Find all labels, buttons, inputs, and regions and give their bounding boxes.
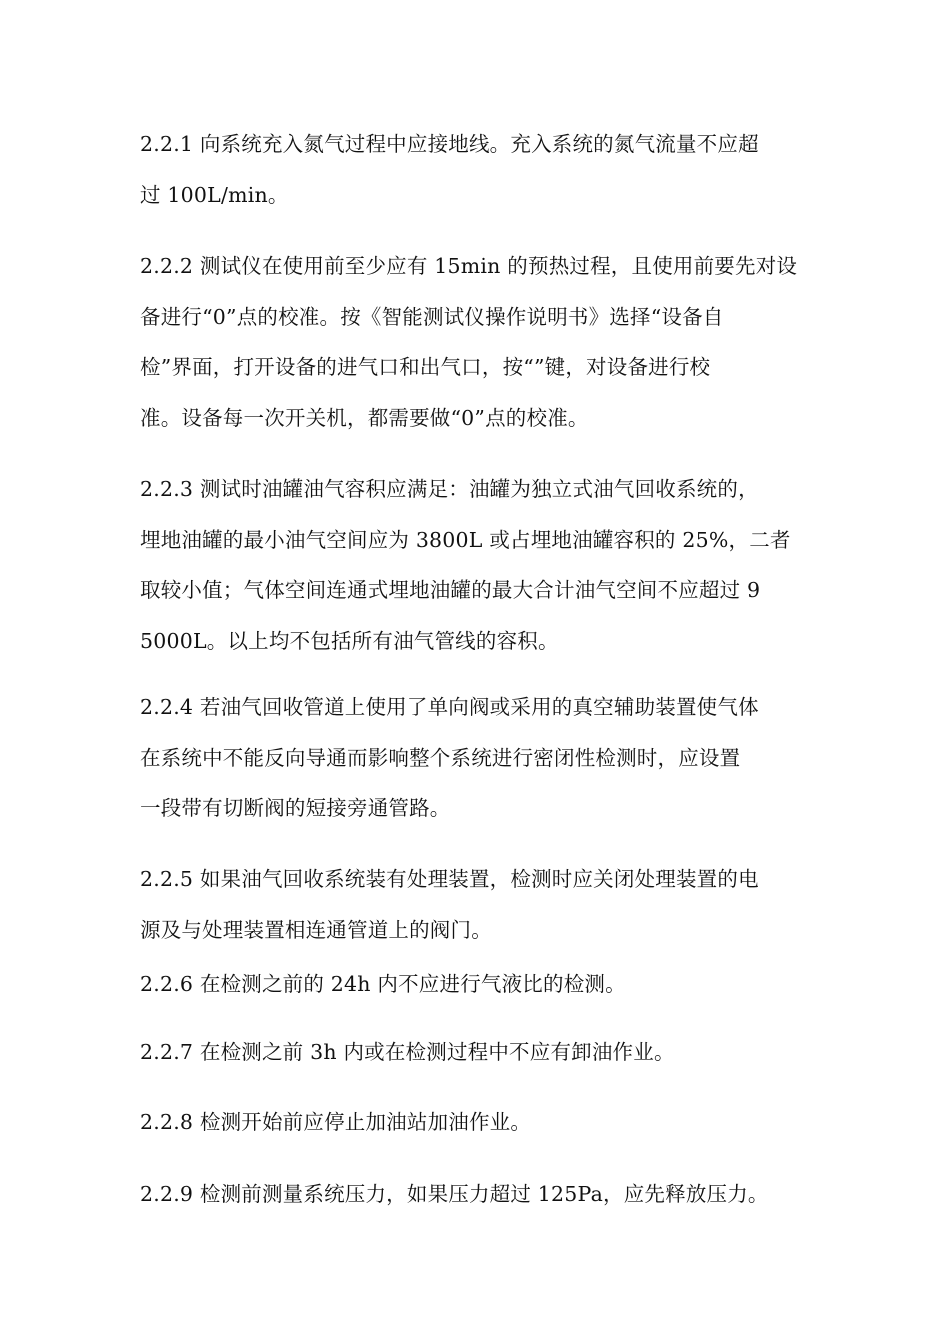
paragraph-2-2-8: 2.2.8 检测开始前应停止加油站加油作业。: [140, 1110, 532, 1134]
paragraph-2-2-7: 2.2.7 在检测之前 3h 内或在检测过程中不应有卸油作业。: [140, 1040, 675, 1064]
paragraph-2-2-1: 2.2.1 向系统充入氮气过程中应接地线。充入系统的氮气流量不应超 过 100L/min。: [140, 132, 759, 207]
paragraph-2-2-6: 2.2.6 在检测之前的 24h 内不应进行气液比的检测。: [140, 972, 626, 996]
paragraph-2-2-9: 2.2.9 检测前测量系统压力，如果压力超过 125Pa，应先释放压力。: [140, 1182, 769, 1206]
paragraph-2-2-3: 2.2.3 测试时油罐油气容积应满足：油罐为独立式油气回收系统的， 埋地油罐的最小油气空间应为 3800L 或占埋地油罐容积的 25%，二者 取较小值；气体空间连通式埋地油罐的最大合计油气空间不应超过 9 5000L。以上均不包括所有油气管线的容积。: [140, 477, 791, 653]
paragraph-2-2-4: 2.2.4 若油气回收管道上使用了单向阀或采用的真空辅助装置使气体 在系统中不能反向导通而影响整个系统进行密闭性检测时，应设置 一段带有切断阀的短接旁通管路。: [140, 695, 759, 820]
paragraph-2-2-5: 2.2.5 如果油气回收系统装有处理装置，检测时应关闭处理装置的电 源及与处理装置相连通管道上的阀门。: [140, 867, 759, 942]
paragraph-2-2-2: 2.2.2 测试仪在使用前至少应有 15min 的预热过程，且使用前要先对设 备进行“0”点的校准。按《智能测试仪操作说明书》选择“设备自 检”界面，打开设备的进气口和出气口，按“”键，对设备进行校 准。设备每一次开关机，都需要做“0”点的校准。: [140, 254, 798, 430]
